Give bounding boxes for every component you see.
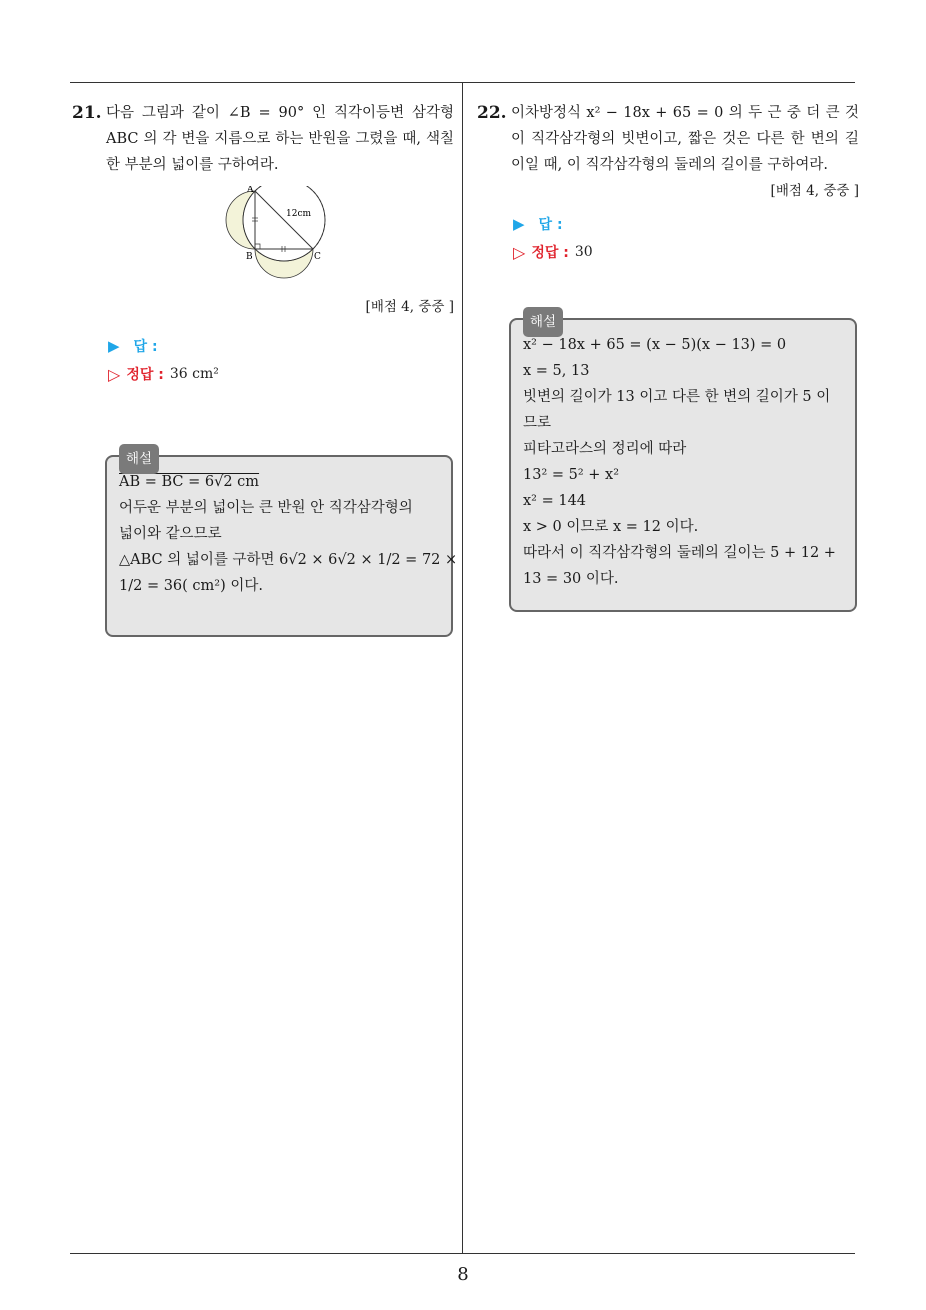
points-tag: [배점 4, 중중 ] — [770, 183, 859, 199]
explanation-line: 어두운 부분의 넓이는 큰 반원 안 직각삼각형의 — [119, 500, 413, 516]
correct-answer-row — [108, 364, 454, 384]
length-label: 12cm — [286, 209, 312, 219]
answer-row — [108, 336, 454, 356]
explanation-line: 므로 — [523, 415, 552, 431]
points-tag: [배점 4, 중중 ] — [365, 299, 454, 315]
label-a: A — [247, 186, 254, 195]
triangle-outline-icon: ▷ — [513, 242, 526, 262]
question-text: 이차방정식 x² − 18x + 65 = 0 의 두 근 중 더 큰 것이 직각삼각형의 빗변이고, 짧은 것은 다른 한 변의 길이일 때, 이 직각삼각형의 둘레의 길이를 구하여라. — [511, 105, 859, 173]
page-number: 8 — [457, 1264, 469, 1285]
correct-label: 정답 : — [531, 245, 569, 261]
question-number: 21. — [72, 103, 102, 123]
triangle-outline-icon: ▷ — [108, 364, 121, 384]
explanation-line: 13 = 30 이다. — [523, 571, 619, 587]
explanation-tag: 해설 — [119, 444, 159, 474]
explanation-box-22 — [509, 314, 857, 612]
explanation-line: x > 0 이므로 x = 12 이다. — [523, 519, 699, 535]
explanation-line: x = 5, 13 — [523, 363, 590, 379]
explanation-line: 빗변의 길이가 13 이고 다른 한 변의 길이가 5 이 — [523, 389, 831, 405]
correct-answer-row — [513, 242, 859, 262]
question-21 — [72, 100, 454, 384]
explanation-line: 피타고라스의 정리에 따라 — [523, 441, 687, 457]
explanation-line: x² = 144 — [523, 493, 587, 509]
explanation-line: 1/2 = 36( cm²) 이다. — [119, 578, 263, 594]
explanation-line: △ABC 의 넓이를 구하면 6√2 × 6√2 × 1/2 = 72 × — [119, 552, 458, 568]
question-22 — [477, 100, 859, 262]
explanation-line: 넓이와 같으므로 — [119, 526, 222, 542]
explanation-line: x² − 18x + 65 = (x − 5)(x − 13) = 0 — [523, 337, 787, 353]
play-icon: ▶ — [108, 337, 120, 355]
label-b: B — [246, 252, 253, 262]
correct-value: 36 cm² — [169, 366, 219, 382]
correct-value: 30 — [574, 244, 593, 260]
answer-row — [513, 214, 859, 234]
answer-label: 답 : — [538, 217, 563, 233]
bottom-rule — [70, 1253, 855, 1254]
column-divider — [462, 82, 463, 1253]
question-number: 22. — [477, 103, 507, 123]
explanation-tag: 해설 — [523, 307, 563, 337]
explanation-line: AB = BC = 6√2 cm — [119, 474, 260, 490]
label-c: C — [314, 252, 321, 262]
explanation-line: 따라서 이 직각삼각형의 둘레의 길이는 5 + 12 + — [523, 545, 836, 561]
explanation-box-21 — [105, 451, 458, 637]
answer-label: 답 : — [133, 339, 158, 355]
play-icon: ▶ — [513, 215, 525, 233]
correct-label: 정답 : — [126, 367, 164, 383]
explanation-line: 13² = 5² + x² — [523, 467, 620, 483]
question-text: 다음 그림과 같이 ∠B = 90° 인 직각이등변 삼각형 ABC 의 각 변을 지름으로 하는 반원을 그렸을 때, 색칠한 부분의 넓이를 구하여라. — [106, 105, 454, 173]
semicircle-figure — [222, 186, 454, 294]
